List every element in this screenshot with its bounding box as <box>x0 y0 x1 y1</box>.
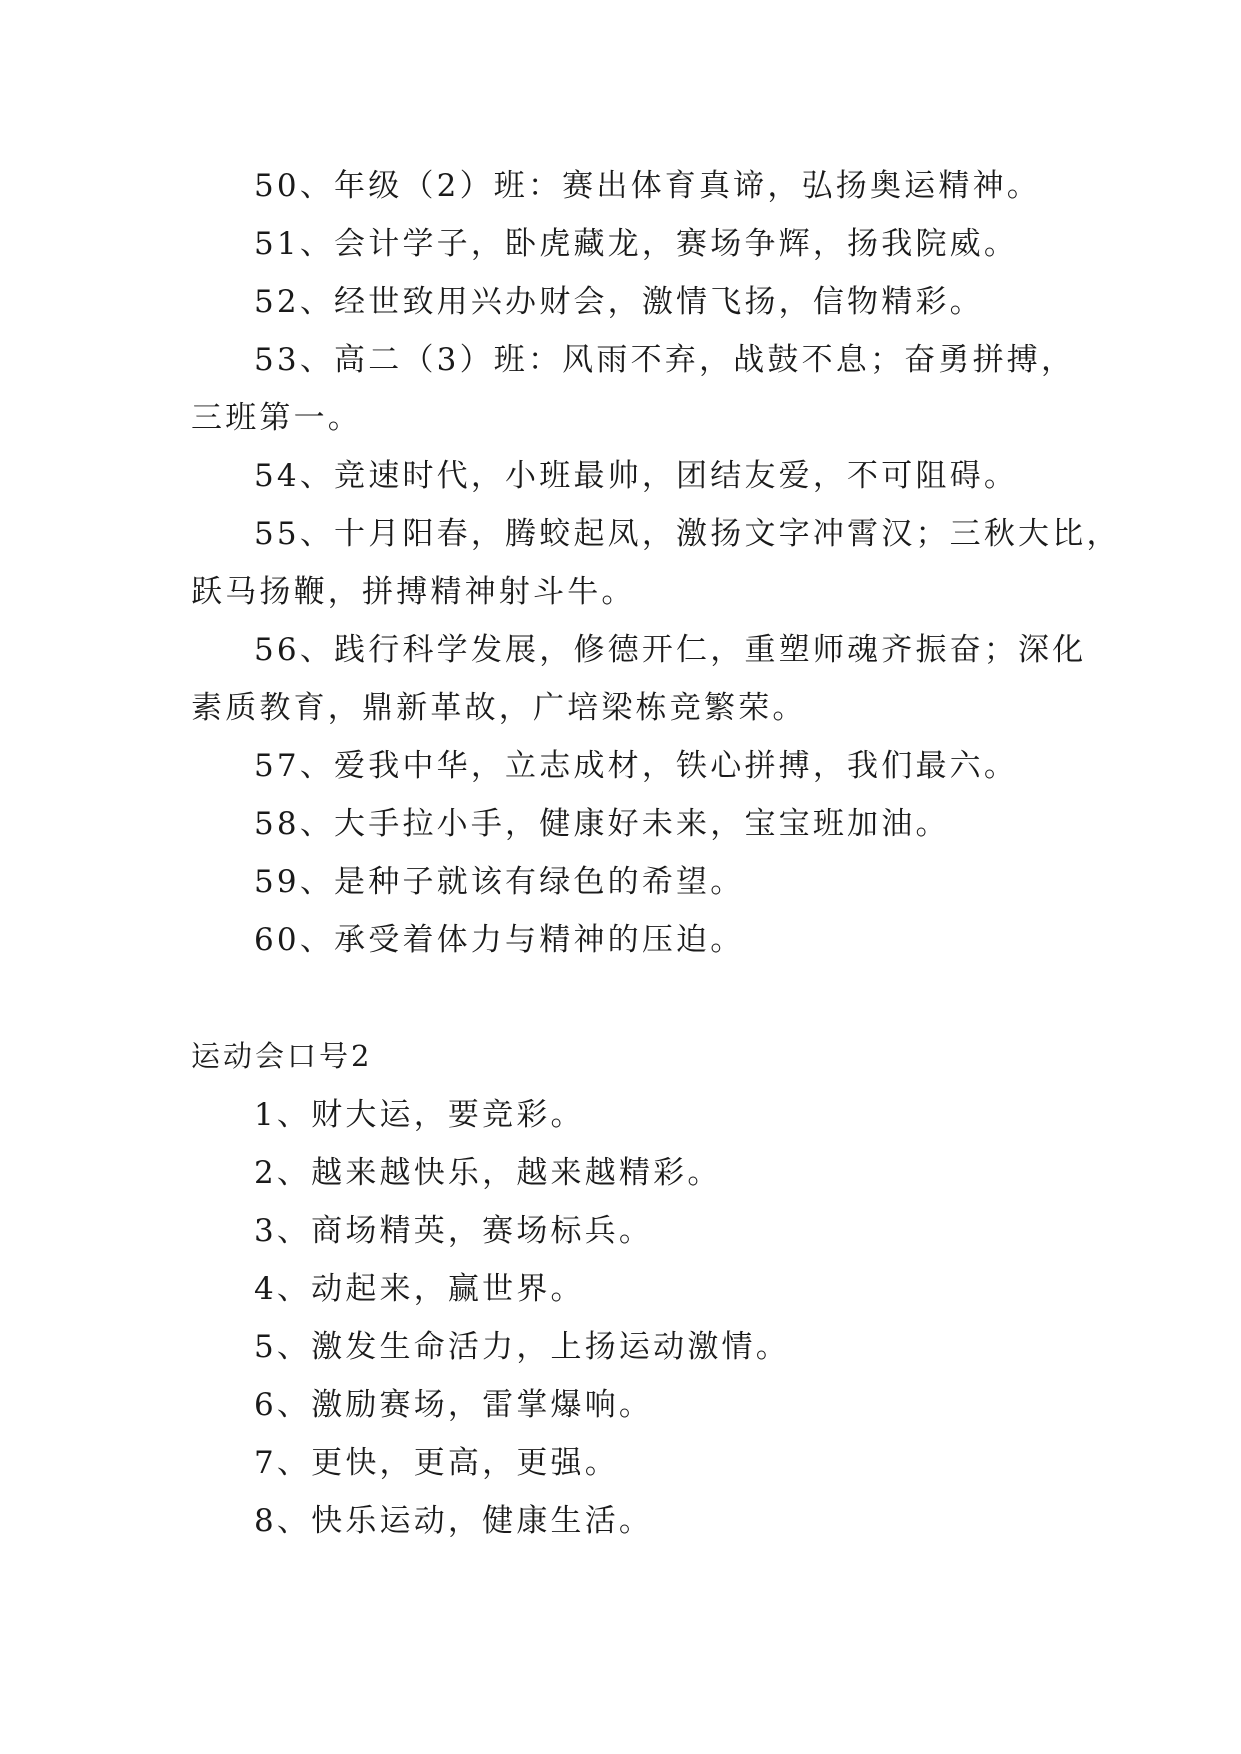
slogan-56: 56、践行科学发展，修德开仁，重塑师魂齐振奋；深化 <box>254 632 1087 668</box>
slogan-3: 3、商场精英，赛场标兵。 <box>254 1213 654 1249</box>
slogan-55-continued: 跃马扬鞭，拼搏精神射斗牛。 <box>191 574 636 610</box>
slogan-55: 55、十月阳春，腾蛟起凤，激扬文字冲霄汉；三秋大比， <box>254 516 1121 552</box>
slogan-59: 59、是种子就该有绿色的希望。 <box>254 864 745 900</box>
slogan-2: 2、越来越快乐，越来越精彩。 <box>254 1155 722 1191</box>
slogan-7: 7、更快，更高，更强。 <box>254 1445 619 1481</box>
slogan-6: 6、激励赛场，雷掌爆响。 <box>254 1387 654 1423</box>
slogan-51: 51、会计学子，卧虎藏龙，赛场争辉，扬我院威。 <box>254 226 1019 262</box>
slogan-50: 50、年级（2）班：赛出体育真谛，弘扬奥运精神。 <box>254 168 1041 204</box>
slogan-56-continued: 素质教育，鼎新革故，广培梁栋竞繁荣。 <box>191 690 807 726</box>
slogan-1: 1、财大运，要竞彩。 <box>254 1097 585 1133</box>
slogan-8: 8、快乐运动，健康生活。 <box>254 1503 654 1539</box>
slogan-57: 57、爱我中华，立志成材，铁心拼搏，我们最六。 <box>254 748 1019 784</box>
section-title: 运动会口号2 <box>191 1039 373 1073</box>
slogan-5: 5、激发生命活力，上扬运动激情。 <box>254 1329 790 1365</box>
slogan-54: 54、竞速时代，小班最帅，团结友爱，不可阻碍。 <box>254 458 1019 494</box>
slogan-52: 52、经世致用兴办财会，激情飞扬，信物精彩。 <box>254 284 984 320</box>
slogan-60: 60、承受着体力与精神的压迫。 <box>254 922 745 958</box>
slogan-4: 4、动起来，赢世界。 <box>254 1271 585 1307</box>
slogan-58: 58、大手拉小手，健康好未来，宝宝班加油。 <box>254 806 950 842</box>
slogan-53-continued: 三班第一。 <box>191 400 362 436</box>
slogan-53: 53、高二（3）班：风雨不弃，战鼓不息；奋勇拼搏， <box>254 342 1076 378</box>
